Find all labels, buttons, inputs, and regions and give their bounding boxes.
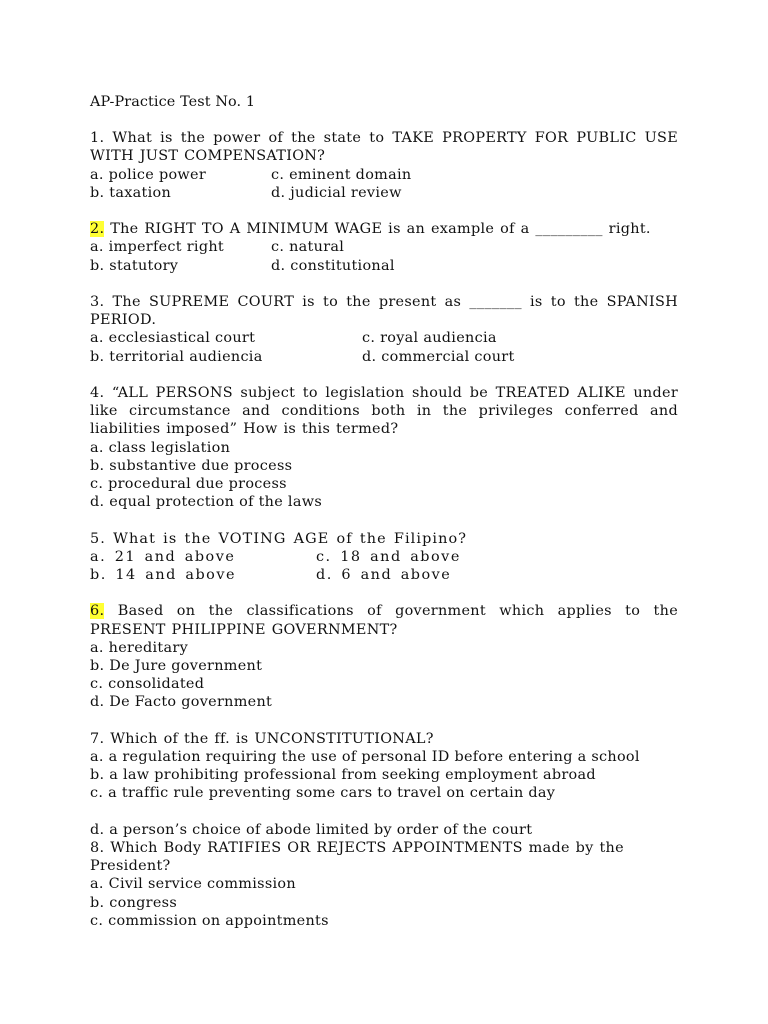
question-2-text: The RIGHT TO A MINIMUM WAGE is an example of a _________ right.: [110, 221, 651, 238]
question-1-text: What is the power of the state to TAKE PROPERTY FOR PUBLIC USE WITH JUST COMPENSATION?: [90, 130, 679, 165]
question-1-stem: [90, 129, 678, 165]
question-3-number: 3.: [90, 294, 105, 310]
question-4-option-d: d. equal protection of the laws: [90, 494, 323, 511]
question-1-options-row-2: [90, 184, 678, 202]
question-7-stem: [90, 730, 678, 748]
question-6-option-b: b. De Jure government: [90, 658, 263, 675]
question-8: [90, 839, 678, 930]
question-5-options-row-1: [90, 548, 678, 566]
question-6-option-c: c. consolidated: [90, 676, 205, 693]
question-5: [90, 530, 678, 585]
question-4-option-c: c. procedural due process: [90, 476, 287, 493]
question-1-option-d: d. judicial review: [271, 184, 402, 201]
question-2: [90, 220, 678, 275]
question-6-number-highlight: 6.: [90, 603, 105, 620]
question-1-option-b: b. taxation: [90, 184, 172, 201]
question-3: [90, 293, 678, 366]
question-2-options-row-2: [90, 257, 678, 275]
question-4-stem: [90, 384, 678, 439]
question-1: [90, 129, 678, 202]
question-3-text: The SUPREME COURT is to the present as _______ is to the SPANISH PERIOD.: [90, 294, 678, 329]
question-4-option-a: a. class legislation: [90, 439, 231, 456]
question-7-text: Which of the ff. is UNCONSTITUTIONAL?: [110, 730, 434, 747]
question-7-option-c: c. a traffic rule preventing some cars to travel on certain day: [90, 785, 556, 802]
question-4-number: 4.: [90, 385, 105, 401]
question-3-options-row-1: [90, 329, 678, 347]
question-4: [90, 384, 678, 511]
question-2-option-a: a. imperfect right: [90, 239, 224, 256]
question-6-option-d: d. De Facto government: [90, 694, 273, 711]
question-7-option-b: b. a law prohibiting professional from seeking employment abroad: [90, 767, 596, 784]
question-2-number-highlight: 2.: [90, 221, 105, 238]
question-8-option-c: c. commission on appointments: [90, 912, 329, 929]
question-3-stem: [90, 293, 678, 329]
question-7-option-d: d. a person’s choice of abode limited by order of the court: [90, 821, 533, 838]
question-8-option-a: a. Civil service commission: [90, 876, 296, 893]
question-5-text: What is the VOTING AGE of the Filipino?: [113, 530, 468, 547]
question-5-number: 5.: [90, 530, 106, 547]
question-7-option-a: a. a regulation requiring the use of personal ID before entering a school: [90, 749, 640, 766]
question-5-options-row-2: [90, 566, 678, 584]
question-3-option-d: d. commercial court: [362, 348, 515, 365]
question-1-options-row-1: [90, 166, 678, 184]
question-8-number: 8.: [90, 840, 105, 857]
question-2-option-d: d. constitutional: [271, 257, 395, 274]
question-7-number: 7.: [90, 730, 105, 747]
question-6-text: Based on the classifications of government which applies to the PRESENT PHILIPPINE GOVERNMENT?: [90, 603, 679, 638]
question-8-option-b: b. congress: [90, 894, 178, 911]
question-2-option-c: c. natural: [271, 239, 345, 256]
question-4-option-b: b. substantive due process: [90, 457, 293, 474]
question-6: [90, 602, 678, 711]
question-4-text: “ALL PERSONS subject to legislation should be TREATED ALIKE under like circumstance and conditions both in the privileges conferred and liabilities imposed” How is this termed?: [90, 385, 678, 438]
question-2-options-row-1: [90, 238, 678, 256]
question-3-option-a: a. ecclesiastical court: [90, 330, 256, 347]
question-2-option-b: b. statutory: [90, 257, 179, 274]
question-5-stem: [90, 530, 678, 548]
document-title: AP-Practice Test No. 1: [90, 94, 256, 110]
question-5-option-c: c. 18 and above: [316, 548, 461, 565]
test-document: [90, 93, 678, 948]
question-8-text: Which Body RATIFIES OR REJECTS APPOINTMENTS made by the President?: [90, 840, 624, 875]
question-2-stem: [90, 220, 678, 238]
question-1-number: 1.: [90, 130, 105, 147]
blank-line: [90, 803, 678, 821]
question-6-option-a: a. hereditary: [90, 639, 188, 656]
question-7: [90, 730, 678, 839]
question-1-option-a: a. police power: [90, 166, 207, 183]
question-3-option-b: b. territorial audiencia: [90, 348, 263, 365]
question-5-option-b: b. 14 and above: [90, 567, 236, 584]
question-5-option-d: d. 6 and above: [316, 567, 452, 584]
question-6-stem: [90, 602, 678, 638]
question-3-options-row-2: [90, 348, 678, 366]
question-1-option-c: c. eminent domain: [271, 166, 412, 183]
question-3-option-c: c. royal audiencia: [362, 330, 497, 347]
question-8-stem: [90, 839, 678, 875]
question-5-option-a: a. 21 and above: [90, 548, 236, 565]
